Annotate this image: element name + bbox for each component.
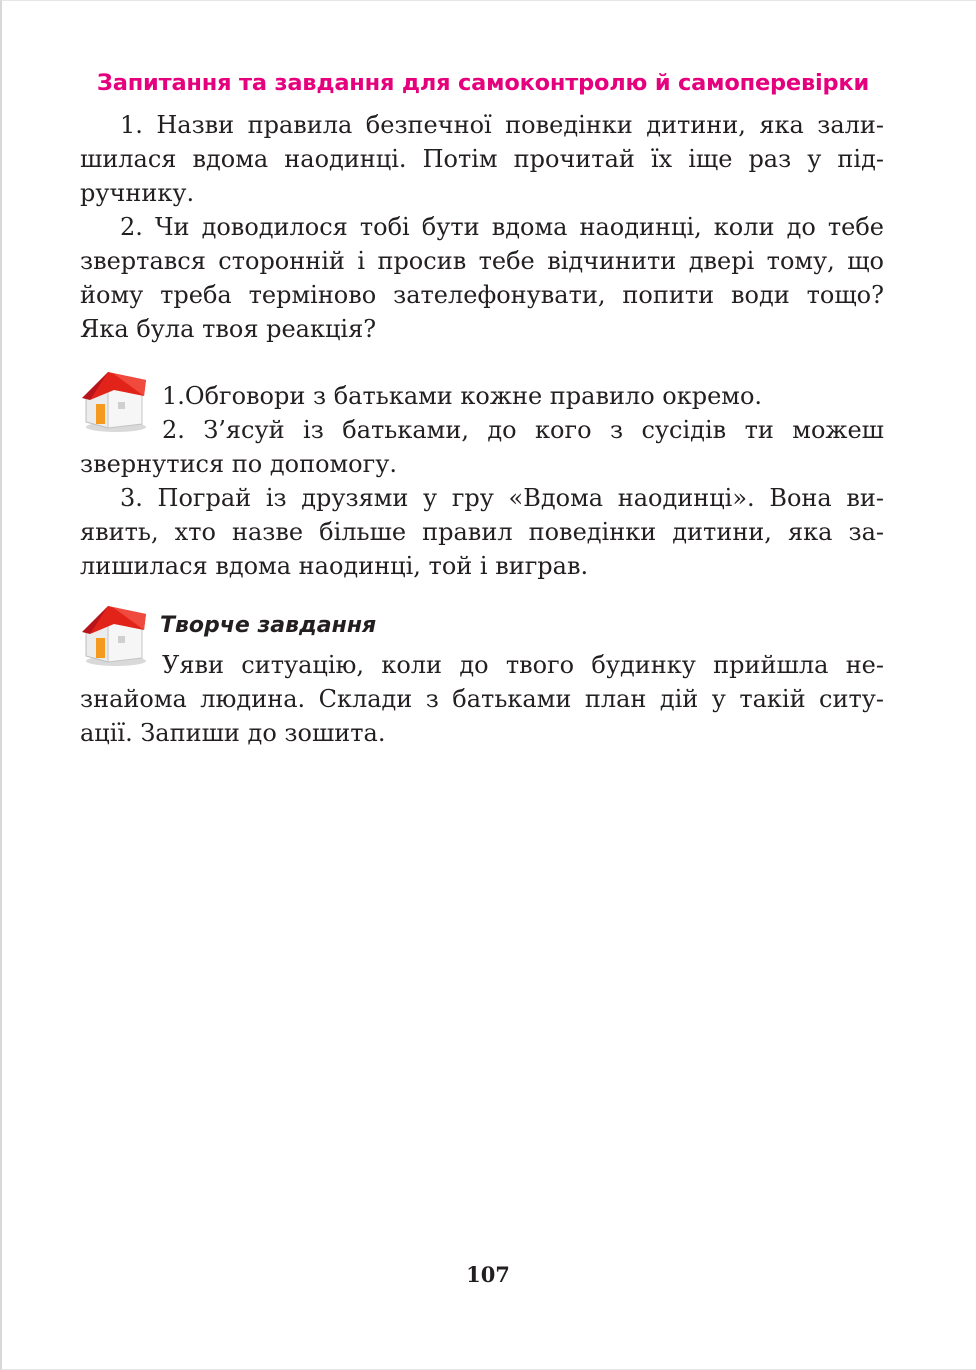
creative-task-line-3: ації. Запиши до зошита.: [80, 719, 386, 747]
question-2-line-1: 2. Чи доводилося тобі бути вдома наодинці, коли до тебе: [120, 213, 884, 241]
creative-task-title: Творче завдання: [160, 613, 377, 638]
page-number: 107: [466, 1262, 510, 1287]
creative-task-line-1: Уяви ситуацію, коли до твого будинку прийшла не-: [162, 651, 884, 679]
question-2-line-2: звертався сторонній і просив тебе відчинити двері тому, що: [80, 247, 884, 275]
question-2-line-3: йому треба терміново зателефонувати, попити води тощо?: [80, 281, 884, 309]
question-1-line-3: ручнику.: [80, 179, 195, 207]
home-task-3-line-3: лишилася вдома наодинці, той і виграв.: [80, 552, 589, 580]
question-2-line-4: Яка була твоя реакція?: [80, 315, 377, 343]
home-task-2-line-1: 2. З’ясуй із батьками, до кого з сусідів ти можеш: [162, 416, 884, 444]
question-1-line-1: 1. Назви правила безпечної поведінки дитини, яка зали-: [120, 111, 884, 139]
question-1-line-2: шилася вдома наодинці. Потім прочитай їх іще раз у під-: [80, 145, 884, 173]
section-heading: Запитання та завдання для самоконтролю й самоперевірки: [96, 70, 870, 96]
home-task-3-line-1: 3. Пограй із друзями у гру «Вдома наодинці». Вона ви-: [120, 484, 884, 512]
home-task-1: 1.Обговори з батьками кожне правило окремо.: [162, 382, 763, 410]
home-task-3-line-2: явить, хто назве більше правил поведінки дитини, яка за-: [80, 518, 884, 546]
home-task-2-line-2: звернутися по допомогу.: [80, 450, 397, 478]
creative-task-line-2: знайома людина. Склади з батьками план дій у такій ситу-: [80, 685, 884, 713]
